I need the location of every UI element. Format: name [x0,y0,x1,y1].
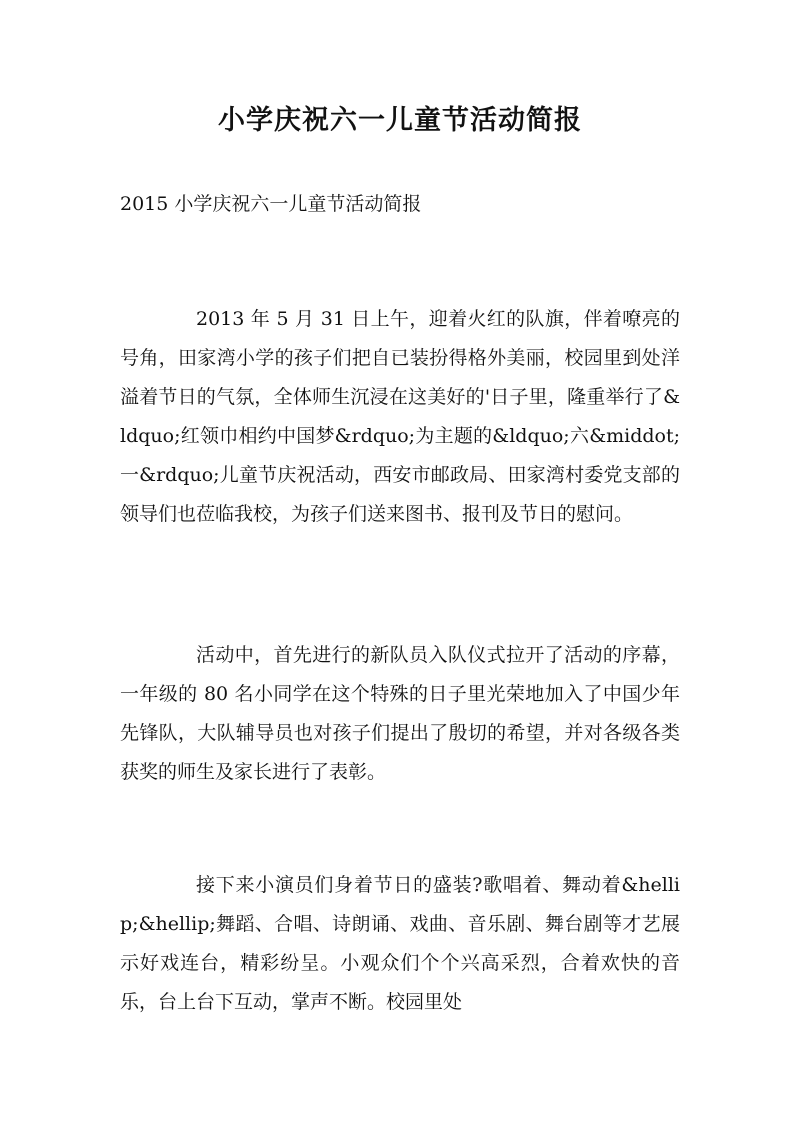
paragraph-2: 活动中，首先进行的新队员入队仪式拉开了活动的序幕，一年级的 80 名小同学在这个特殊的日子里光荣地加入了中国少年先锋队，大队辅导员也对孩子们提出了殷切的希望，并对各级各类获奖的师生及家长进行了表彰。 [120,644,680,783]
document-title: 小学庆祝六一儿童节活动简报 [218,105,582,136]
paragraph-1: 2013 年 5 月 31 日上午，迎着火红的队旗，伴着嘹亮的号角，田家湾小学的孩子们把自已装扮得格外美丽，校园里到处洋溢着节日的气氛，全体师生沉浸在这美好的'日子里，隆重举行了&ldquo;红领巾相约中国梦&rdquo;为主题的&ldquo;六&middot;一&rdquo;儿童节庆祝活动，西安市邮政局、田家湾村委党支部的领导们也莅临我校，为孩子们送来图书、报刊及节日的慰问。 [120,308,680,525]
document-subtitle: 2015 小学庆祝六一儿童节活动简报 [120,193,422,215]
paragraph-3: 接下来小演员们身着节日的盛装?歌唱着、舞动着&hellip;&hellip;舞蹈、合唱、诗朗诵、戏曲、音乐剧、舞台剧等才艺展示好戏连台，精彩纷呈。小观众们个个兴高采烈，合着欢快的音乐，台上台下互动，掌声不断。校园里处 [120,874,680,1013]
